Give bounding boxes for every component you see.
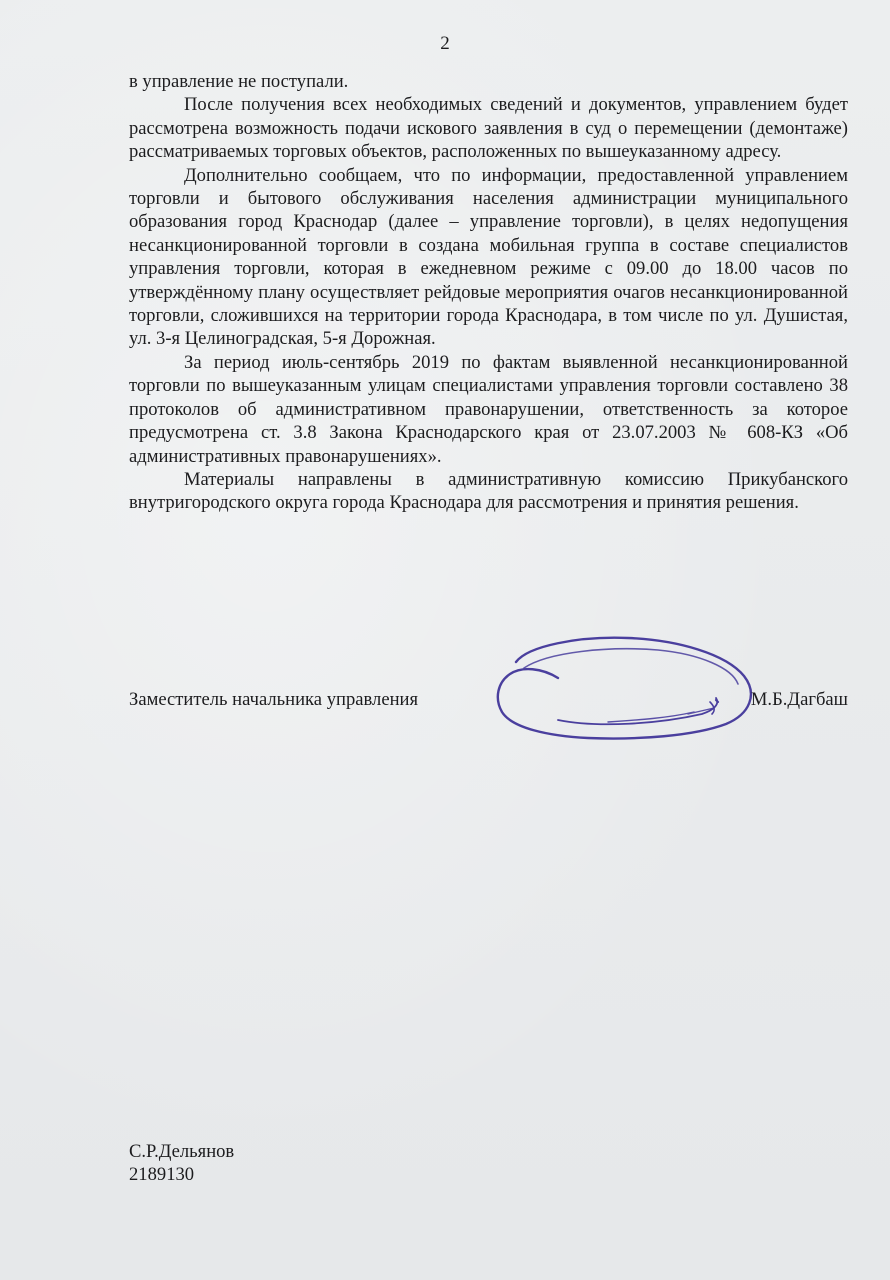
paragraph-protocols: За период июль-сентябрь 2019 по фактам выявленной несанкционированной торговли по вышеуказанным улицам специалистами управления торговли составлено 38 протоколов об административном правонарушении, ответственность за которое предусмотрена ст. 3.8 Закона Краснодарского края от 23.07.2003 № 608-КЗ «Об административных правонарушениях».: [129, 351, 848, 467]
executor-block: [129, 1140, 234, 1187]
paragraph-lawsuit: После получения всех необходимых сведений и документов, управлением будет рассмотрена возможность подачи искового заявления в суд о перемещении (демонтаже) рассматриваемых торговых объектов, расположенных по вышеуказанному адресу.: [129, 94, 848, 163]
executor-phone: 2189130: [129, 1164, 195, 1186]
page-number: 2: [440, 33, 450, 54]
paragraph-commission: Материалы направлены в административную комиссию Прикубанского внутригородского округа города Краснодара для рассмотрения и принятия решения.: [129, 468, 848, 514]
paragraph-mobile-group: Дополнительно сообщаем, что по информации, предоставленной управлением торговли и бытового обслуживания населения администрации муниципального образования город Краснодар (далее – управление торговли), в целях недопущения несанкционированной торговли в создана мобильная группа в составе специалистов управления торговли, которая в ежедневном режиме с 09.00 до 18.00 часов по утверждённому плану осуществляет рейдовые мероприятия очагов несанкционированной торговли, сложившихся на территории города Краснодара, в том числе по ул. Душистая, ул. 3-я Целиноградская, 5-я Дорожная.: [129, 164, 848, 350]
signatory-position: Заместитель начальника управления: [129, 689, 419, 710]
executor-name: С.Р.Дельянов: [129, 1141, 235, 1162]
signatory-name: М.Б.Дагбаш: [750, 689, 848, 710]
paragraph-continuation: в управление не поступали.: [129, 71, 349, 92]
letter-body: [129, 70, 848, 515]
signature-block: [129, 688, 848, 714]
